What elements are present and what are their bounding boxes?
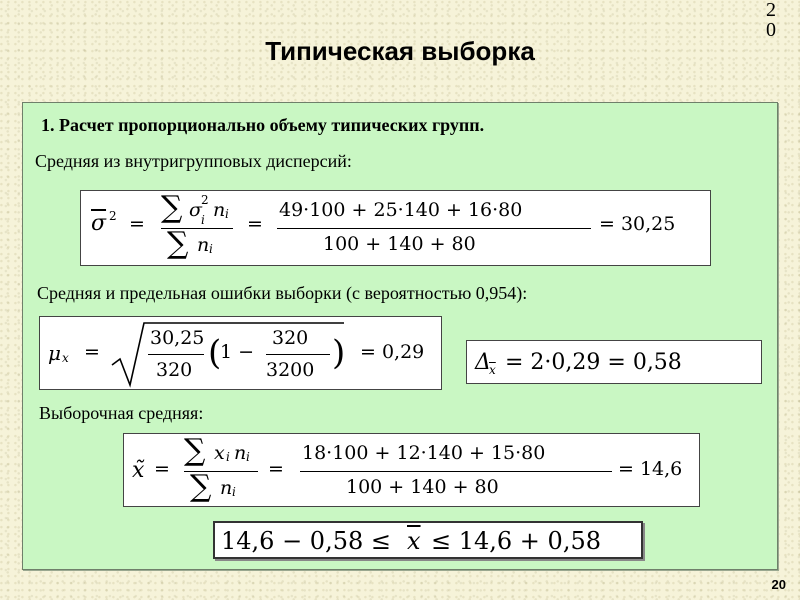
variance-num-sup: 2 [201, 193, 209, 207]
errors-label: Средняя и предельная ошибки выборки (с вероятностью 0,954): [37, 283, 528, 303]
mu-paren-open: ( [208, 333, 222, 373]
section-heading: 1. Расчет пропорционально объему типических групп. [41, 115, 485, 135]
mean-den-sigma: ∑ [190, 469, 212, 504]
variance-num-sigma: ∑ [161, 190, 183, 225]
mean-label: Выборочная средняя: [39, 403, 204, 423]
variance-num-n-sub: i [225, 207, 229, 221]
slide-title: Типическая выборка [265, 36, 535, 66]
variance-eq2: = [247, 213, 263, 235]
variance-formula [80, 190, 711, 266]
mean-den-n: n [220, 477, 233, 499]
mean-calc-line [300, 471, 612, 472]
mu-fraction1-numerator: 30,25 [150, 327, 205, 349]
interval-right: ≤ 14,6 + 0,58 [431, 527, 601, 555]
mean-num-n-sub: i [246, 450, 250, 464]
variance-den-n: n [197, 234, 210, 256]
content-panel [22, 102, 778, 570]
variance-num-sub: i [201, 213, 205, 227]
interval-mid: $\overline{x}$ [407, 527, 421, 555]
mean-calc-numerator: 18·100 + 12·140 + 15·80 [302, 442, 546, 464]
mean-eq2: = [268, 458, 284, 480]
mu-fraction2-denominator: 3200 [266, 359, 315, 381]
mu-fraction2-numerator: 320 [272, 327, 309, 349]
mu-fraction1-line [148, 354, 204, 355]
mu-formula [39, 316, 442, 390]
slide-corner-number: 20 [766, 0, 776, 41]
mean-den-n-sub: i [232, 485, 236, 499]
variance-calc-line [277, 228, 591, 229]
mu-paren-close: ) [332, 333, 346, 373]
variance-lhs: $\overline{\sigma}$ [91, 211, 107, 236]
page-number: 20 [771, 577, 786, 592]
mu-fraction2-line [266, 354, 330, 355]
mu-lhs: μ [48, 341, 61, 365]
delta-text: = 2·0,29 = 0,58 [505, 350, 682, 375]
mean-num-x-sub: i [226, 450, 230, 464]
mean-formula [123, 433, 700, 507]
variance-eq1: = [129, 213, 145, 235]
variance-den-sigma: ∑ [167, 226, 189, 261]
mean-lhs: x̃ [132, 458, 145, 483]
mean-num-sigma: ∑ [184, 433, 206, 468]
variance-calc-denominator: 100 + 140 + 80 [323, 233, 476, 255]
delta-formula [466, 340, 762, 384]
variance-num-n: n [213, 199, 226, 221]
mu-lhs-sub: x [62, 351, 69, 365]
mu-result: = 0,29 [360, 341, 425, 363]
mean-eq1: = [154, 458, 170, 480]
mu-one-minus: 1 − [220, 341, 255, 363]
interval-left: 14,6 − 0,58 ≤ [221, 527, 391, 555]
mu-eq: = [84, 341, 100, 363]
variance-result: = 30,25 [599, 213, 676, 235]
variance-den-n-sub: i [209, 242, 213, 256]
delta-lhs-sub: $\overline{x}$ [489, 363, 496, 377]
mu-fraction1-denominator: 320 [156, 359, 193, 381]
variance-lhs-sup: 2 [109, 209, 117, 223]
mean-num-x: x [214, 442, 225, 464]
mean-calc-denominator: 100 + 140 + 80 [346, 476, 499, 498]
variance-calc-numerator: 49·100 + 25·140 + 16·80 [279, 199, 523, 221]
variance-label: Средняя из внутригрупповых дисперсий: [35, 151, 352, 171]
interval-formula [213, 521, 643, 559]
variance-num-symbol: σ [189, 199, 202, 221]
mean-result: = 14,6 [618, 458, 683, 480]
delta-lhs: Δ [475, 350, 491, 375]
mean-num-n: n [234, 442, 247, 464]
